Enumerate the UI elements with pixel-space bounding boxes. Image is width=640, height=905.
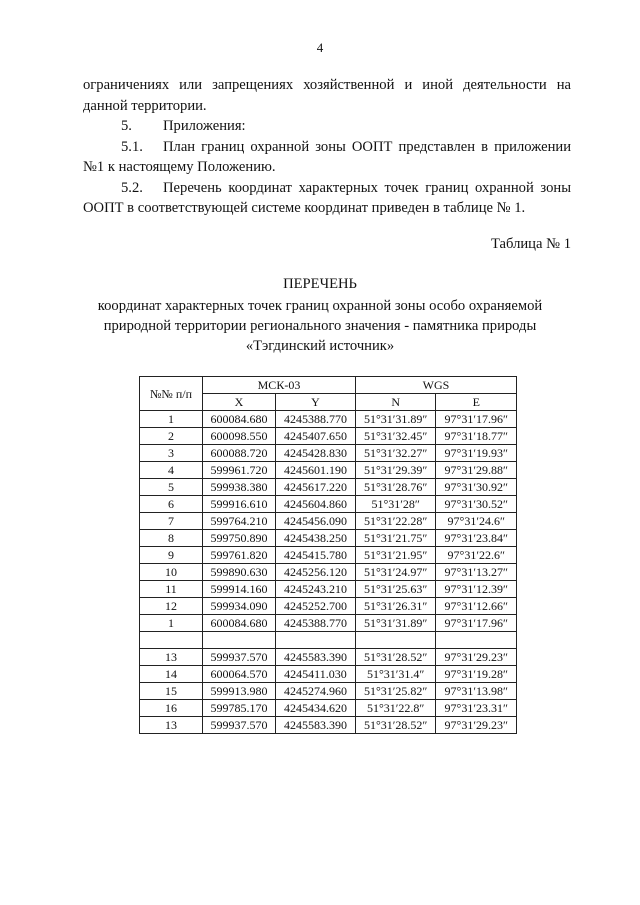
cell-n: 51°31′32.27″ (355, 445, 436, 462)
cell-y: 4245434.620 (275, 700, 355, 717)
cell-y: 4245252.700 (275, 598, 355, 615)
paragraph-coordinates-list (83, 178, 571, 219)
cell-e: 97°31′18.77″ (436, 428, 517, 445)
cell-e: 97°31′29.88″ (436, 462, 517, 479)
table-row (140, 581, 517, 598)
cell-e: 97°31′13.98″ (436, 683, 517, 700)
cell-point-number: 1 (140, 615, 203, 632)
cell-e: 97°31′23.31″ (436, 700, 517, 717)
table-row (140, 683, 517, 700)
cell-n: 51°31′25.63″ (355, 581, 436, 598)
table-row (140, 615, 517, 632)
cell-y: 4245456.090 (275, 513, 355, 530)
cell-y: 4245407.650 (275, 428, 355, 445)
cell-point-number: 14 (140, 666, 203, 683)
cell-y: 4245583.390 (275, 649, 355, 666)
cell-x: 600064.570 (203, 666, 276, 683)
cell-e: 97°31′29.23″ (436, 717, 517, 734)
cell-point-number: 7 (140, 513, 203, 530)
cell-e: 97°31′12.66″ (436, 598, 517, 615)
cell-n: 51°31′31.89″ (355, 615, 436, 632)
cell-y (275, 632, 355, 649)
cell-x: 599961.720 (203, 462, 276, 479)
cell-x: 599916.610 (203, 496, 276, 513)
table-row (140, 598, 517, 615)
cell-e: 97°31′30.92″ (436, 479, 517, 496)
cell-point-number: 11 (140, 581, 203, 598)
cell-x: 599761.820 (203, 547, 276, 564)
cell-point-number: 12 (140, 598, 203, 615)
col-header-number: №№ п/п (140, 377, 203, 411)
clause-text: Приложения: (163, 118, 246, 134)
cell-n: 51°31′25.82″ (355, 683, 436, 700)
cell-y: 4245388.770 (275, 411, 355, 428)
cell-e: 97°31′23.84″ (436, 530, 517, 547)
cell-e: 97°31′19.28″ (436, 666, 517, 683)
cell-point-number: 2 (140, 428, 203, 445)
page-number: 4 (316, 40, 324, 55)
cell-point-number (140, 632, 203, 649)
cell-y: 4245604.860 (275, 496, 355, 513)
cell-x: 600084.680 (203, 411, 276, 428)
cell-point-number: 4 (140, 462, 203, 479)
clause-text: Перечень координат характерных точек границ охранной зоны ООПТ в соответствующей системе координат приведен в таблице № 1. (83, 179, 571, 216)
cell-y: 4245411.030 (275, 666, 355, 683)
paragraph-appendices (83, 116, 571, 137)
cell-y: 4245388.770 (275, 615, 355, 632)
table-row (140, 479, 517, 496)
cell-x: 599890.630 (203, 564, 276, 581)
cell-e: 97°31′29.23″ (436, 649, 517, 666)
cell-n: 51°31′22.8″ (355, 700, 436, 717)
cell-point-number: 1 (140, 411, 203, 428)
cell-n: 51°31′22.28″ (355, 513, 436, 530)
body-text (83, 75, 571, 219)
paragraph-plan (83, 137, 571, 178)
cell-x (203, 632, 276, 649)
cell-n: 51°31′29.39″ (355, 462, 436, 479)
cell-x: 599938.380 (203, 479, 276, 496)
cell-y: 4245415.780 (275, 547, 355, 564)
list-title: ПЕРЕЧЕНЬ (283, 276, 357, 292)
cell-e: 97°31′17.96″ (436, 411, 517, 428)
table-row (140, 411, 517, 428)
cell-n: 51°31′32.45″ (355, 428, 436, 445)
table-row (140, 428, 517, 445)
cell-x: 599937.570 (203, 649, 276, 666)
cell-e: 97°31′24.6″ (436, 513, 517, 530)
cell-point-number: 10 (140, 564, 203, 581)
cell-point-number: 6 (140, 496, 203, 513)
clause-number: 5. (121, 118, 132, 134)
table-row (140, 717, 517, 734)
cell-y: 4245428.830 (275, 445, 355, 462)
table-row (140, 666, 517, 683)
cell-n: 51°31′28.76″ (355, 479, 436, 496)
cell-n (355, 632, 436, 649)
cell-y: 4245438.250 (275, 530, 355, 547)
col-header-e: E (436, 394, 517, 411)
cell-x: 599934.090 (203, 598, 276, 615)
table-row (140, 649, 517, 666)
cell-y: 4245274.960 (275, 683, 355, 700)
table-row (140, 700, 517, 717)
cell-n: 51°31′31.4″ (355, 666, 436, 683)
cell-e (436, 632, 517, 649)
cell-x: 600098.550 (203, 428, 276, 445)
cell-n: 51°31′28″ (355, 496, 436, 513)
coordinates-table (139, 376, 517, 734)
cell-x: 599937.570 (203, 717, 276, 734)
table-row (140, 513, 517, 530)
table-row (140, 496, 517, 513)
clause-number: 5.1. (121, 138, 143, 155)
cell-point-number: 13 (140, 717, 203, 734)
cell-e: 97°31′17.96″ (436, 615, 517, 632)
cell-x: 600088.720 (203, 445, 276, 462)
cell-y: 4245243.210 (275, 581, 355, 598)
cell-point-number: 3 (140, 445, 203, 462)
col-group-msk: МСК-03 (203, 377, 356, 394)
clause-text: План границ охранной зоны ООПТ представлен в приложении №1 к настоящему Положению. (83, 138, 571, 175)
table-label: Таблица № 1 (491, 236, 571, 252)
cell-x: 600084.680 (203, 615, 276, 632)
cell-n: 51°31′31.89″ (355, 411, 436, 428)
cell-n: 51°31′28.52″ (355, 649, 436, 666)
cell-e: 97°31′13.27″ (436, 564, 517, 581)
table-row (140, 530, 517, 547)
cell-y: 4245256.120 (275, 564, 355, 581)
cell-e: 97°31′22.6″ (436, 547, 517, 564)
table-row (140, 547, 517, 564)
cell-point-number: 16 (140, 700, 203, 717)
cell-n: 51°31′26.31″ (355, 598, 436, 615)
col-header-y: Y (275, 394, 355, 411)
table-row (140, 632, 517, 649)
table-body (140, 411, 517, 734)
cell-n: 51°31′21.95″ (355, 547, 436, 564)
clause-number: 5.2. (121, 179, 143, 196)
subtitle-line: координат характерных точек границ охранной зоны особо охраняемой (97, 298, 543, 314)
cell-n: 51°31′28.52″ (355, 717, 436, 734)
subtitle-line: «Тэгдинский источник» (245, 338, 395, 354)
cell-e: 97°31′12.39″ (436, 581, 517, 598)
subtitle-line: природной территории регионального значения - памятника природы (103, 318, 537, 334)
table-row (140, 462, 517, 479)
cell-x: 599750.890 (203, 530, 276, 547)
cell-x: 599785.170 (203, 700, 276, 717)
cell-point-number: 9 (140, 547, 203, 564)
cell-x: 599764.210 (203, 513, 276, 530)
cell-n: 51°31′21.75″ (355, 530, 436, 547)
cell-point-number: 13 (140, 649, 203, 666)
col-header-n: N (355, 394, 436, 411)
cell-x: 599913.980 (203, 683, 276, 700)
paragraph-restrictions: ограничениях или запрещениях хозяйственной и иной деятельности на данной территории. (83, 77, 571, 114)
col-header-x: X (203, 394, 276, 411)
col-group-wgs: WGS (355, 377, 516, 394)
cell-y: 4245601.190 (275, 462, 355, 479)
cell-y: 4245583.390 (275, 717, 355, 734)
cell-point-number: 15 (140, 683, 203, 700)
cell-point-number: 5 (140, 479, 203, 496)
cell-point-number: 8 (140, 530, 203, 547)
cell-x: 599914.160 (203, 581, 276, 598)
cell-e: 97°31′19.93″ (436, 445, 517, 462)
table-row (140, 445, 517, 462)
cell-n: 51°31′24.97″ (355, 564, 436, 581)
cell-y: 4245617.220 (275, 479, 355, 496)
table-row (140, 564, 517, 581)
list-subtitle (0, 296, 640, 356)
cell-e: 97°31′30.52″ (436, 496, 517, 513)
